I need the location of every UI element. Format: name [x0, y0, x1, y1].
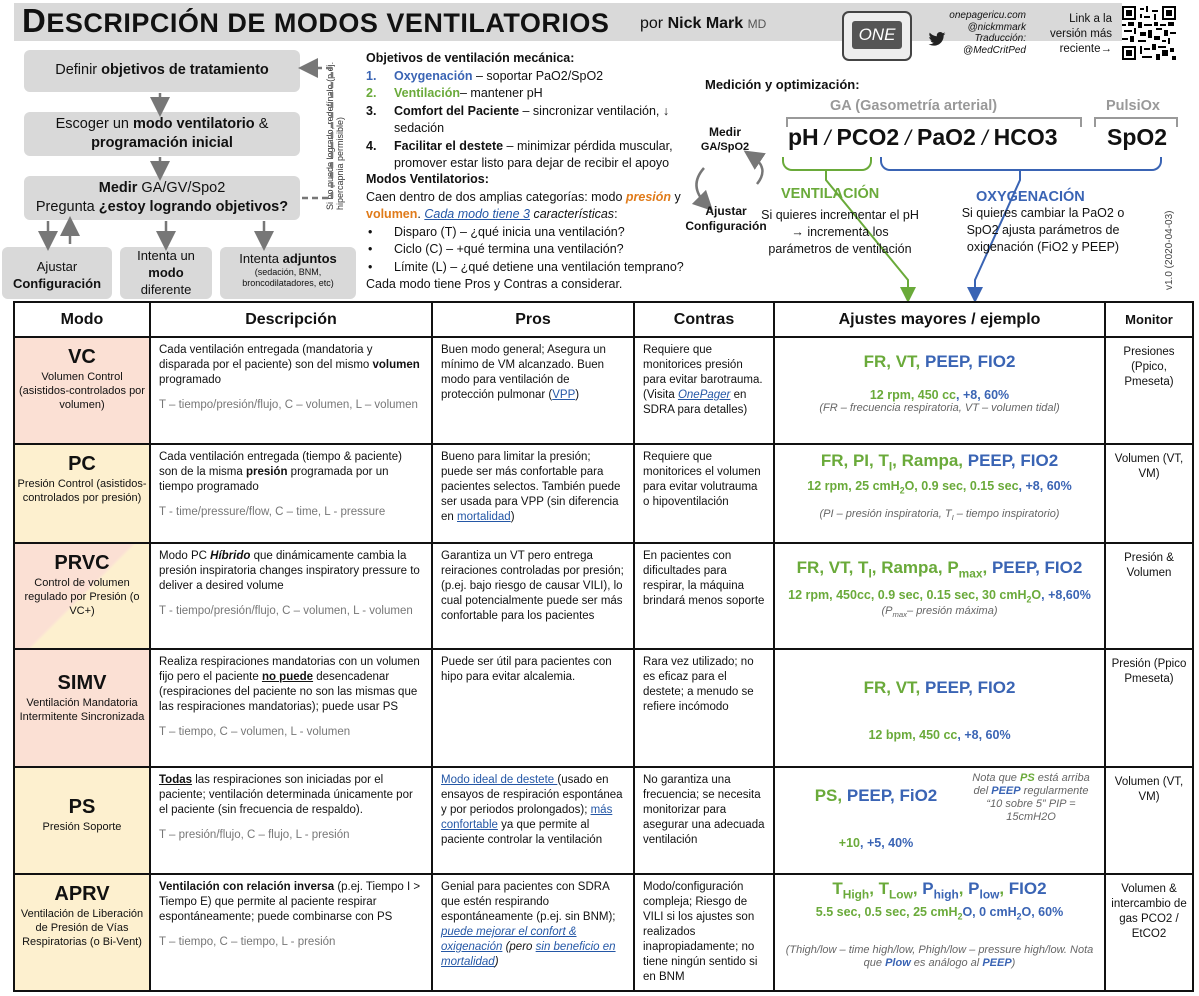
cons-cell: Requiere que monitorices el volumen para evitar volutrauma o hipoventilación: [634, 444, 774, 543]
cycle-measure: Medir GA/SpO2: [700, 125, 750, 153]
settings-cell: PS, PEEP, FiO2 +10, +5, 40% Nota que PS está arriba del PEEP regularmente “10 sobre 5” PIP = 15cmH2O: [774, 767, 1105, 874]
vpp-link[interactable]: VPP: [552, 389, 576, 401]
table-row: [14, 767, 1193, 874]
table-row: [14, 874, 1193, 991]
qr-code[interactable]: [1122, 6, 1176, 60]
settings-cell: FR, VT, PEEP, FIO2 12 bpm, 450 cc, +8, 60%: [774, 649, 1105, 767]
description-cell: Cada ventilación entregada (tiempo & paciente) son de la misma presión programada por un tiempo programado T - time/pressure/flow, C – time, L - pressure: [150, 444, 432, 543]
weaning-mode-link[interactable]: Modo ideal de destete: [441, 774, 558, 786]
byline: por Nick Mark MD: [640, 15, 767, 32]
mode-cell: PS Presión Soporte: [14, 767, 150, 874]
table-row: [14, 543, 1193, 649]
ga-label: GA (Gasometría arterial): [830, 98, 998, 114]
oxygenation-brace: [880, 157, 1162, 171]
onepager-sdra-link[interactable]: OnePager: [677, 389, 731, 401]
objective-item: 2. Ventilación– mantener pH: [366, 86, 543, 100]
characteristics-list: [366, 224, 706, 277]
monitor-cell: Volumen & intercambio de gas PCO2 / EtCO2: [1105, 874, 1193, 991]
pros-cell: Garantiza un VT pero entrega reiraciones controladas por presión; (p.ej. bajo riesgo de causar VILI), lo cual potencialmente puede ser más confortable para los pacientes: [432, 543, 634, 649]
mortality-link[interactable]: mortalidad: [457, 511, 511, 523]
oxygenation-title: OXYGENACIÓN: [976, 189, 1085, 205]
pros-cell: Modo ideal de destete (usado en ensayos de respiración espontánea y por periodos prolongados); más confortable ya que permite al paciente controlar la ventilación: [432, 767, 634, 874]
pros-cell: Buen modo general; Asegura un mínimo de VM alcanzado. Buen modo para ventilación de protección pulmonar (VPP): [432, 337, 634, 444]
characteristic-item: • Ciclo (C) – +qué termina una ventilación?: [366, 241, 706, 259]
version-label: v1.0 (2020-04-03): [1164, 210, 1175, 290]
site-link[interactable]: onepagericu.com: [949, 10, 1026, 21]
col-header: Contras: [634, 302, 774, 337]
flow-adjust-settings: Ajustar Configuración: [2, 247, 112, 299]
col-header: Descripción: [150, 302, 432, 337]
redefine-goals-note: Si no puede lograrlo, redefínalo (p.ej. hipercapnia permisible): [325, 61, 345, 210]
objective-item: 1. Oxygenación – soportar PaO2/SpO2: [366, 68, 604, 83]
monitor-cell: Presión (Ppico Pmeseta): [1105, 649, 1193, 767]
monitor-cell: Presiones (Ppico, Pmeseta): [1105, 337, 1193, 444]
mode-cell: SIMV Ventilación Mandatoria Intermitente Sincronizada: [14, 649, 150, 767]
monitor-cell: Presión & Volumen: [1105, 543, 1193, 649]
pros-cell: Bueno para limitar la presión; puede ser más confortable para pacientes selectos. También puede ser usada para VPP (sin diferencia en mortalidad): [432, 444, 634, 543]
flow-try-adjuncts: Intenta adjuntos (sedación, BNM, broncodilatadores, etc): [220, 247, 356, 299]
ventilation-brace: [782, 157, 872, 171]
objective-item: 3. Comfort del Paciente – sincronizar ventilación, ↓ sedación: [366, 103, 670, 135]
description-cell: Cada ventilación entregada (mandatoria y disparada por el paciente) son del mismo volumen programado T – tiempo/presión/flujo, C – volumen, L – volumen: [150, 337, 432, 444]
ventilation-title: VENTILACIÓN: [781, 186, 880, 202]
cons-cell: Rara vez utilizado; no es eficaz para el destete; a menudo se refiere incómodo: [634, 649, 774, 767]
description-cell: Ventilación con relación inversa (p.ej. Tiempo I > Tiempo E) que permite al paciente respirar espontáneamente; puede combinarse con PS T – tiempo, C – tiempo, L - presión: [150, 874, 432, 991]
cons-cell: Requiere que monitorices presión para evitar barotrauma. (Visita OnePager en SDRA para detalles): [634, 337, 774, 444]
monitor-cell: Volumen (VT, VM): [1105, 767, 1193, 874]
objectives-title: Objetivos de ventilación mecánica:: [366, 51, 575, 65]
settings-cell: $T_{High}$, $T_{Low}$, $P_{high}$, $P_{low}$, FIO2 5.5 sec, 0.5 sec, 25 cmH$_2$O, 0 cmH$_2$O, 60% (Thigh/low – time high/low, Phigh/low – pressure high/low. Nota que Plow es análogo al PEEP): [774, 874, 1105, 991]
cons-cell: Modo/configuración compleja; Riesgo de VILI si los ajustes son realizados inapropiadamente; no tiene ningún sentido si en BNM: [634, 874, 774, 991]
monitor-cell: Volumen (VT, VM): [1105, 444, 1193, 543]
mode-cell: APRV Ventilación de Liberación de Presión de Vías Respiratorias (o Bi-Vent): [14, 874, 150, 991]
ps-note: Nota que PS está arriba del PEEP regularmente “10 sobre 5” PIP = 15cmH2O: [972, 772, 1090, 823]
no-mortality-benefit-link[interactable]: sin beneficio en mortalidad: [441, 941, 616, 968]
site-info: [948, 10, 1026, 56]
measurement-title: Medición y optimización:: [705, 77, 860, 92]
modes-table: [13, 301, 1194, 992]
characteristic-item: • Disparo (T) – ¿qué inicia una ventilación?: [366, 224, 706, 242]
table-row: [14, 649, 1193, 767]
blood-gas-variables: pH / PCO2 / PaO2 / HCO3: [788, 124, 1058, 150]
description-cell: Modo PC Híbrido que dinámicamente cambia la presión inspiratoria changes inspiratory pressure to deliver a desired volume T - tiempo/presión/flujo, C – volumen, L - volumen: [150, 543, 432, 649]
settings-cell: FR, PI, $T_I$, Rampa, PEEP, FIO2 12 rpm, 25 cmH$_2$O, 0.9 sec, 0.15 sec, +8, 60% (PI – presión inspiratoria, $T_I$ – tiempo inspiratorio): [774, 444, 1105, 543]
author-handle[interactable]: @nickmmark: [967, 21, 1026, 33]
oxygenation-text: Si quieres cambiar la PaO2 o SpO2 ajusta parámetros de oxigenación (FiO2 y PEEP): [961, 206, 1125, 254]
modes-intro: Modos Ventilatorios: Caen dentro de dos amplias categorías: modo presión y volumen. Cada modo tiene 3 características: • Disparo (T) – ¿qué inicia una ventilación? • Ciclo (C) – +qué termina una ventilación? • Límite (L) – ¿qué detiene una ventilación temprano? Cada modo tiene Pros y Contras a considerar.: [366, 171, 706, 294]
pulsiox-label: PulsiOx: [1106, 98, 1160, 114]
cycle-adjust: Ajustar Configuración: [685, 204, 767, 233]
mode-cell: PRVC Control de volumen regulado por Presión (o VC+): [14, 543, 150, 649]
col-header: Ajustes mayores / ejemplo: [774, 302, 1105, 337]
settings-cell: FR, VT, PEEP, FIO2 12 rpm, 450 cc, +8, 60% (FR – frecuencia respiratoria, VT – volumen tidal): [774, 337, 1105, 444]
onepager-logo: ONE: [842, 11, 912, 61]
spo2-variable: SpO2: [1107, 124, 1168, 150]
pros-cell: Genial para pacientes con SDRA que estén respirando espontáneamente (p.ej. sin BNM); puede mejorar el confort & oxigenación (pero sin beneficio en mortalidad): [432, 874, 634, 991]
translation-label: Traducción:: [974, 33, 1026, 44]
col-header: Monitor: [1105, 302, 1193, 337]
translator-handle[interactable]: @MedCritPed: [963, 44, 1026, 56]
objective-item: 4. Facilitar el destete – minimizar pérdida muscular, promover estar listo para dejar de recibir el apoyo: [366, 138, 673, 170]
table-row: [14, 337, 1193, 444]
ventilation-text: Si quieres incrementar el pH → incrementa los parámetros de ventilación: [761, 208, 919, 256]
flow-measure: Medir GA/GV/Spo2 Pregunta ¿estoy logrando objetivos?: [24, 176, 300, 220]
col-header: Modo: [14, 302, 150, 337]
flow-choose-mode: Escoger un modo ventilatorio & programación inicial: [24, 112, 300, 156]
table-row: [14, 444, 1193, 543]
description-cell: Realiza respiraciones mandatorias con un volumen fijo pero el paciente no puede desencadenar (respiraciones del paciente no son las mismas que las respiraciones mandatorias); puede usar PS T – tiempo, C – volumen, L - volumen: [150, 649, 432, 767]
three-characteristics-link[interactable]: Cada modo tiene 3: [424, 207, 530, 221]
cons-cell: No garantiza una frecuencia; se necesita monitorizar para asegurar una adecuada ventilación: [634, 767, 774, 874]
latest-version-link[interactable]: Link a la versión más reciente→: [1050, 13, 1112, 55]
cons-cell: En pacientes con dificultades para respirar, la máquina brindará menos soporte: [634, 543, 774, 649]
more-comfortable-link[interactable]: más confortable: [441, 804, 613, 831]
description-cell: Todas las respiraciones son iniciadas por el paciente; ventilación determinada únicamente por el paciente (sin frecuencia de respaldo). T – presión/flujo, C – flujo, L - presión: [150, 767, 432, 874]
mode-cell: VC Volumen Control (asistidos-controlados por volumen): [14, 337, 150, 444]
flow-try-other-mode: Intenta un modo diferente: [120, 247, 212, 299]
table-header-row: [14, 302, 1193, 337]
characteristic-item: • Límite (L) – ¿qué detiene una ventilación temprano?: [366, 259, 706, 277]
col-header: Pros: [432, 302, 634, 337]
flow-define-goals: Definir objetivos de tratamiento: [24, 50, 300, 92]
page-title: DESCRIPCIÓN DE MODOS VENTILATORIOS: [22, 2, 610, 39]
settings-cell: FR, VT, $T_I$, Rampa, $P_{max}$, PEEP, FIO2 12 rpm, 450cc, 0.9 sec, 0.15 sec, 30 cmH$_2$O, +8,60% ($P_{max}-$ presión máxima): [774, 543, 1105, 649]
comfort-oxygenation-link[interactable]: puede mejorar el confort & oxigenación: [441, 926, 577, 953]
twitter-icon: [928, 32, 946, 46]
pros-cell: Puede ser útil para pacientes con hipo para evitar alcalemia.: [432, 649, 634, 767]
mode-cell: PC Presión Control (asistidos-controlados por presión): [14, 444, 150, 543]
ventilation-objectives: [366, 50, 696, 173]
objectives-list: [366, 68, 696, 173]
